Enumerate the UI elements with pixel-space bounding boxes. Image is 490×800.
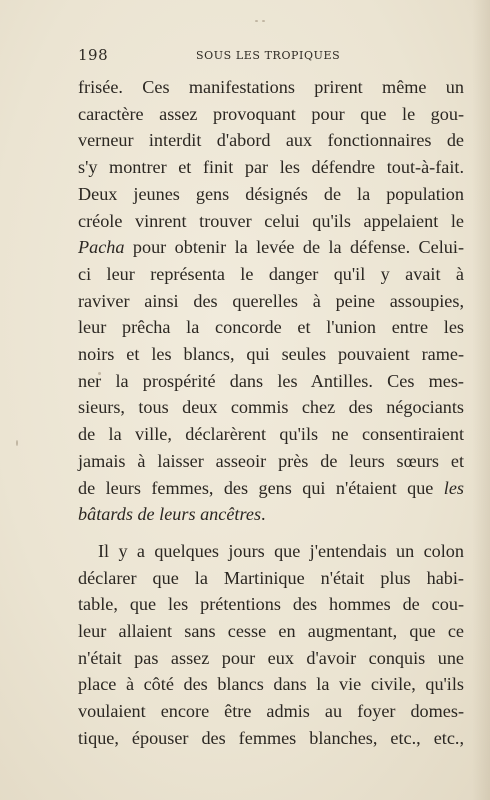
text-line: sieurs, tous deux commis chez des négociants bbox=[78, 397, 464, 418]
text-line: Il y a quelques jours que j'entendais un colon bbox=[98, 540, 464, 561]
text-line bbox=[78, 234, 464, 261]
text-line: ner la prospérité dans les Antilles. Ces mes- bbox=[78, 370, 464, 391]
text-line: tique, épouser des femmes blanches, etc., etc., bbox=[78, 727, 464, 748]
text-line: Deux jeunes gens désignés de la population bbox=[78, 183, 464, 204]
paper-speck bbox=[262, 20, 265, 22]
text-line: jamais à laisser asseoir près de leurs sœurs et bbox=[78, 450, 464, 471]
italic-text: Pacha bbox=[78, 237, 125, 258]
page-header bbox=[78, 46, 462, 68]
paper-speck bbox=[255, 20, 258, 22]
text-line bbox=[78, 475, 464, 502]
text-line: frisée. Ces manifestations prirent même un bbox=[78, 77, 464, 97]
body-text bbox=[78, 74, 464, 752]
italic-text: bâtards de leurs ancêtres bbox=[78, 504, 262, 525]
text-line: caractère assez provoquant pour que le gou- bbox=[78, 103, 464, 124]
running-head: SOUS LES TROPIQUES bbox=[196, 49, 341, 62]
paragraph-gap bbox=[78, 528, 464, 538]
text-line: ci leur représenta le danger qu'il y avait à bbox=[78, 263, 464, 284]
text-run: de leurs femmes, des gens qui n'étaient que bbox=[78, 477, 444, 498]
text-run: pour obtenir la levée de la défense. Celui- bbox=[124, 237, 464, 258]
text-line: créole vinrent trouver celui qu'ils appelaient le bbox=[78, 210, 464, 231]
text-line: voulaient encore être admis au foyer domes- bbox=[78, 701, 464, 722]
text-line: place à côté des blancs dans la vie civile, qu'ils bbox=[78, 674, 464, 695]
text-line: noirs et les blancs, qui seules pouvaient rame- bbox=[78, 344, 464, 365]
text-line: verneur interdit d'abord aux fonctionnaires de bbox=[78, 130, 464, 151]
text-line: leur prêcha la concorde et l'union entre les bbox=[78, 317, 464, 338]
text-line: s'y montrer et finit par les défendre tout-à-fait. bbox=[78, 157, 464, 178]
text-line: de la ville, déclarèrent qu'ils ne consentiraient bbox=[78, 424, 464, 445]
page-number: 198 bbox=[78, 46, 109, 64]
text-line: raviver ainsi des querelles à peine assoupies, bbox=[78, 290, 464, 311]
text-line: déclarer que la Martinique n'était plus habi- bbox=[78, 567, 464, 588]
page-edge-shadow bbox=[472, 0, 490, 800]
paper-speck bbox=[16, 440, 18, 446]
text-line bbox=[78, 501, 464, 528]
text-line: n'était pas assez pour eux d'avoir conquis une bbox=[78, 647, 464, 668]
text-run: . bbox=[261, 504, 266, 525]
text-line: table, que les prétentions des hommes de cou- bbox=[78, 594, 464, 615]
text-line: leur allaient sans cesse en augmentant, que ce bbox=[78, 621, 464, 642]
italic-text: les bbox=[443, 477, 464, 498]
